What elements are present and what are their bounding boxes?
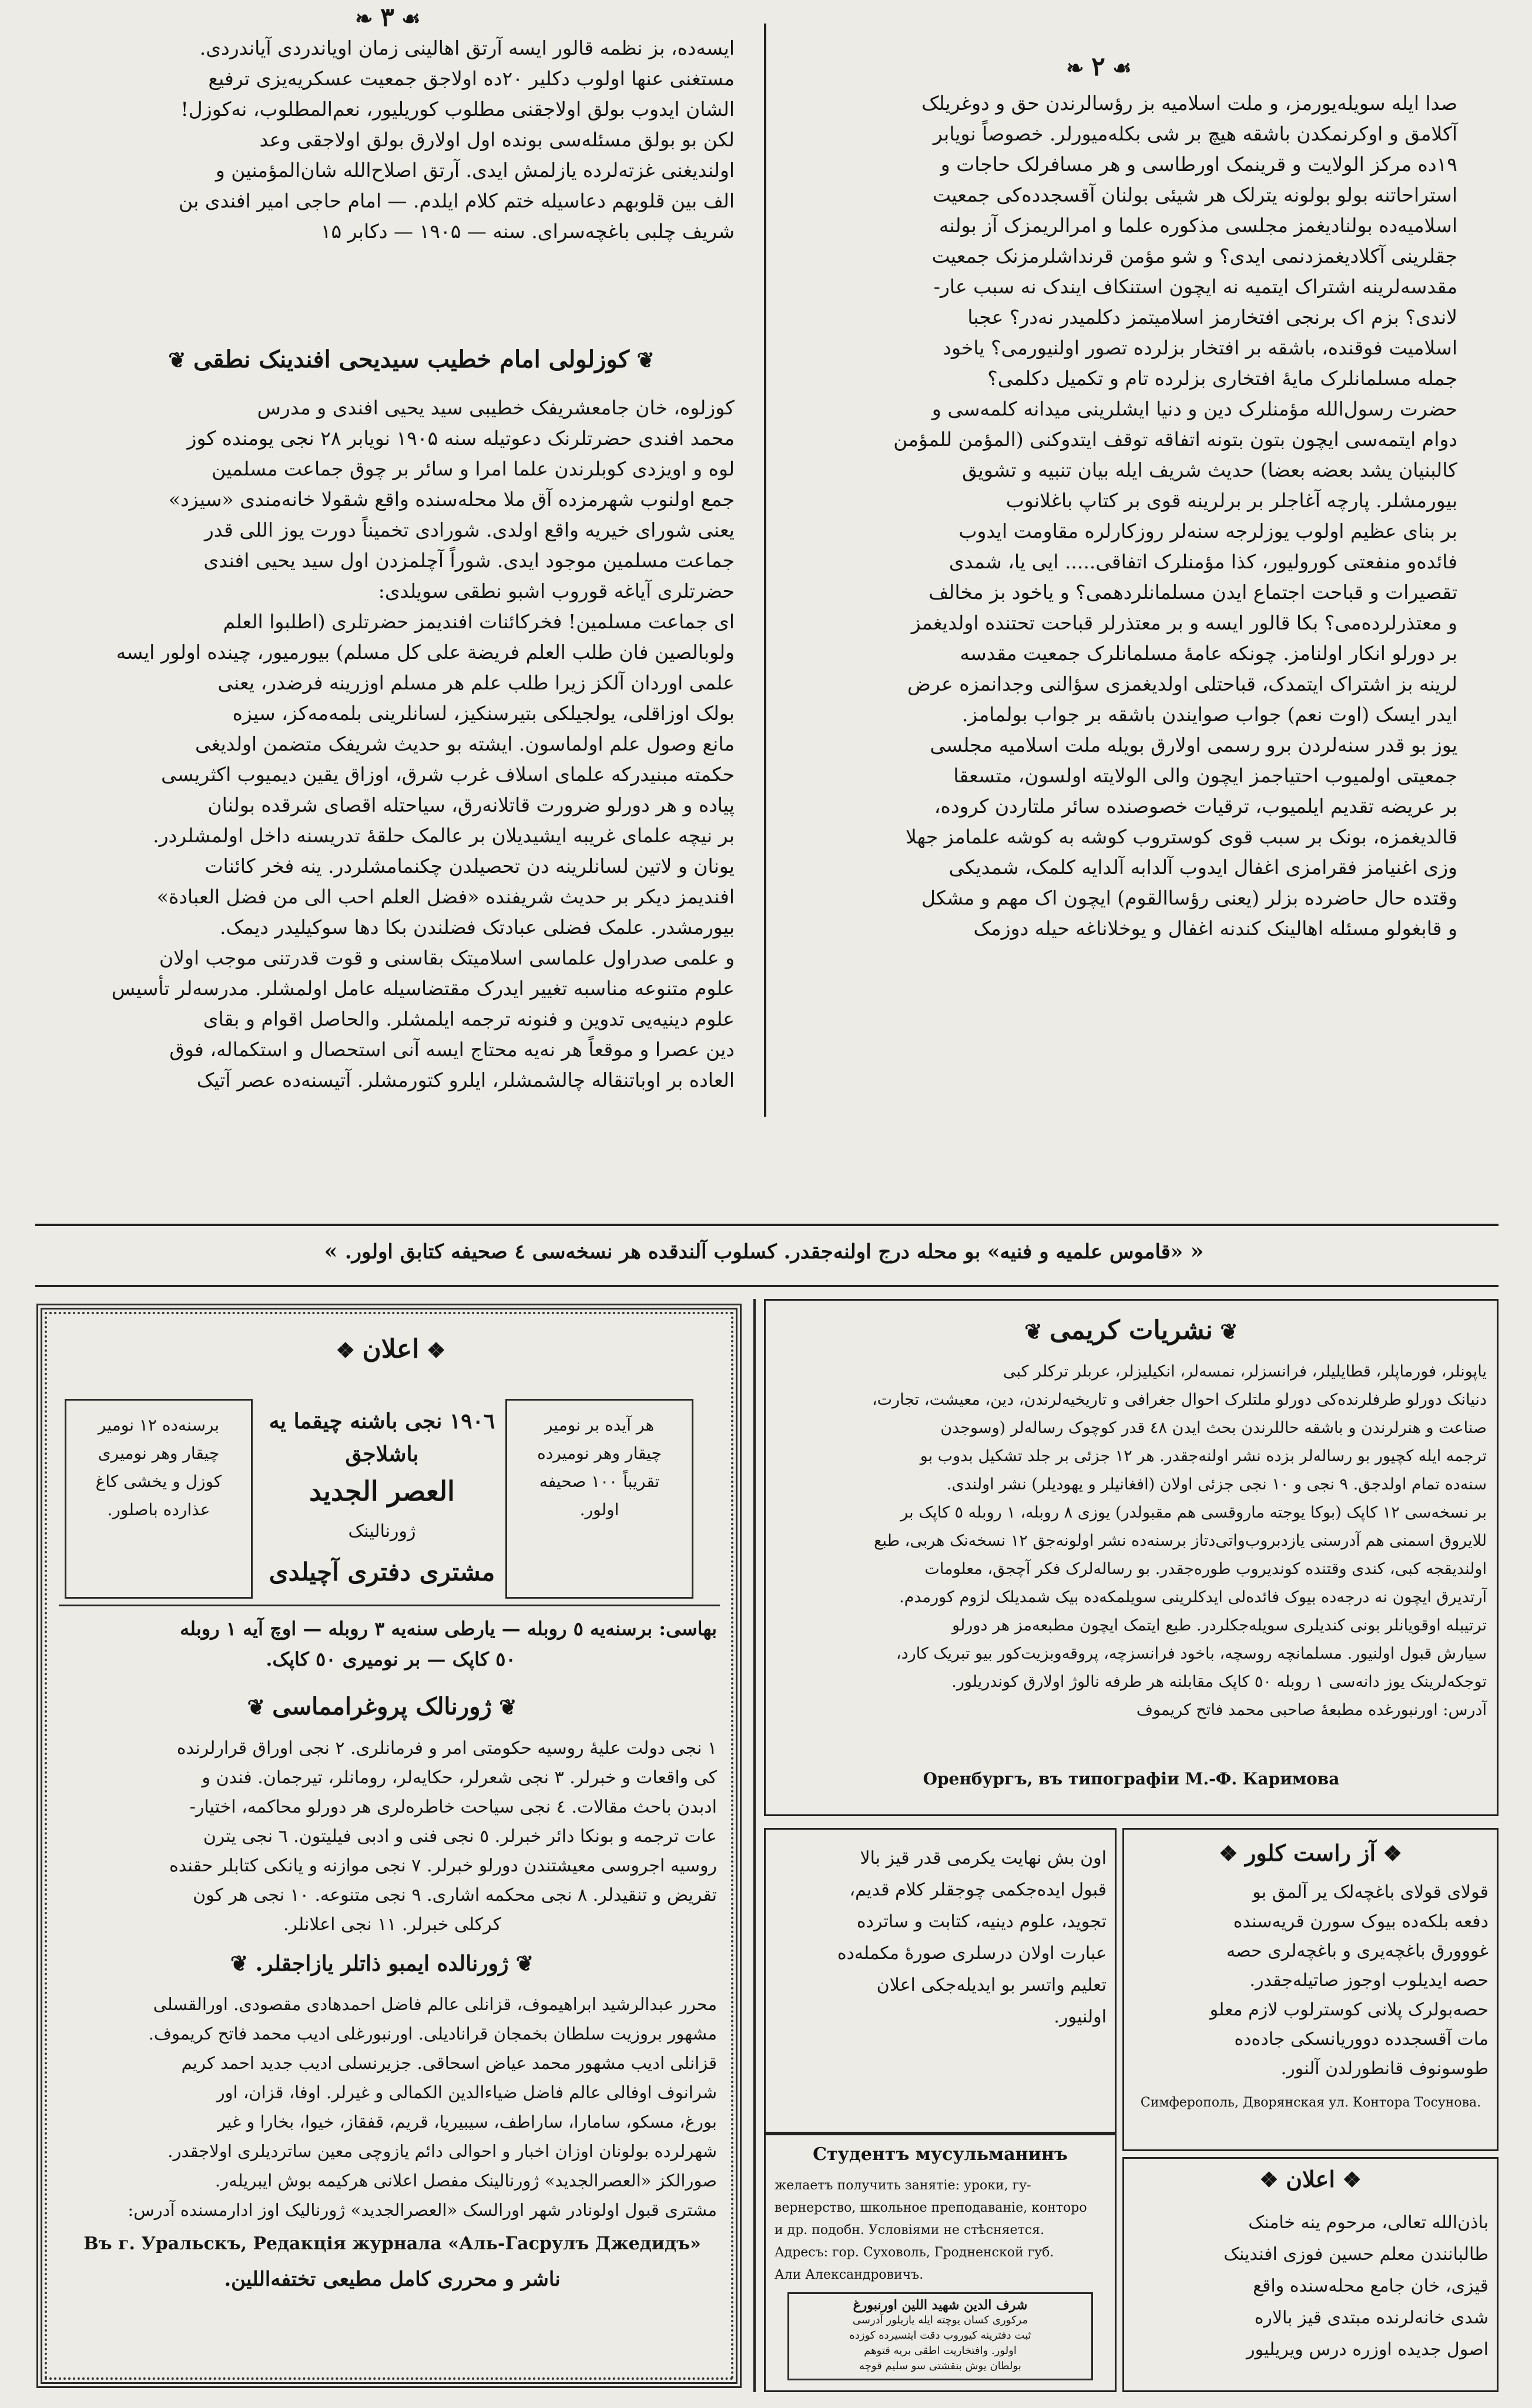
stamp-line: اولور. وافتخاریت اطقی بریه قتوهم <box>864 2345 1017 2357</box>
text-line: علمی اوردان آلکز زیرا طلب علم هر مسلم اوزرینه فرضدر، یعنی <box>217 671 735 694</box>
text-line: جماعت مسلمین موجود ایدی. شوراً آچلمزدن اول سید یحیی افندی <box>203 549 735 572</box>
text-line: تقصیرات و قباحت اجتماع ایدن مسلمانلردهمی؟ و یاخود بز مخالف <box>928 581 1457 604</box>
text-line: حضرت رسول‌الله مؤمنلرک دین و دنیا ایشلرینی میدانه کلمه‌سی و <box>931 397 1457 420</box>
notice-line: باذن‌الله تعالی، مرحوم ینه خامنک <box>1248 2212 1489 2233</box>
karimi-line: یاپونلر، فورماپلر، قطایلیلر، فرانسزلر، نمسه‌لر، انکیلیزلر، عربلر ترکلر کبی <box>1003 1362 1487 1381</box>
text-line: علوم دینیه‌یی تدوین و فنونه ترجمه ایلمشلر. والحاصل اقوام و بقای <box>203 1007 735 1030</box>
text-line: بیورمشدر. علمک فضلی عبادتک فضلندن بکا دها سوکیلیدر دیمک. <box>219 916 735 939</box>
text-line: قالدیغمزه، بونک بر سبب قوی کوستروب کوشه به کوشه علمامز جهلا <box>905 825 1457 848</box>
text-line: مانع وصول علم اولماسون. ایشته بو حدیث شریفک متضمن اولدیغی <box>195 732 735 755</box>
text-line: یوز بو قدر سنه‌لردن برو رسمی اولارق بویله ملت اسلامیه مجلسی <box>930 734 1457 756</box>
ad-russian-address: Въ г. Уральскъ, Редакція журнала «Аль-Гасрулъ Джедидъ» <box>83 2233 701 2254</box>
karimi-title: ❦ نشریات کریمی ❦ <box>1024 1315 1238 1345</box>
program-line: کرکلی خبرلر. ۱۱ نجی اعلانلر. <box>283 1914 502 1935</box>
ad-title: ❖ اعلان ❖ <box>336 1334 446 1364</box>
ad-side-line: برسنه‌ده ۱۲ نومیر <box>98 1415 220 1435</box>
text-line: لکن بو بولق مسئله‌سی بونده اول اولارق بولق اولاجقی وعد <box>259 128 735 151</box>
price-line: بهاسی: برسنه‌یه ٥ روبله — یارطی سنه‌یه ۳ روبله — اوچ آیه ۱ روبله <box>180 1617 717 1640</box>
karimi-line: سیارش قبول اولنیور. مسلمانچه روسچه، باخود فرانسزچه، پروقه‌وبزیت‌کور بیو تبریک کارد، <box>896 1645 1487 1663</box>
text-line: پیاده و هر دورلو ضرورت قاتلانه‌رق، سیاحتله اقصای شرقده بولنان <box>207 793 735 816</box>
writers-title: ❦ ژورنالده ایمبو ذاتلر یازاجقلر. ❦ <box>230 1951 534 1976</box>
notice-line: شدی خانه‌لرنده مبتدی قیز بالاره <box>1254 2307 1489 2328</box>
notice-line: قیزی، خان جامع محله‌سنده واقع <box>1253 2276 1489 2296</box>
text-line: جمله مسلمانلرک مایهٔ افتخاری بزلرده تام و تکمیل دکلمی؟ <box>987 367 1457 390</box>
text-line: العاده بر اوباتنقاله چالشمشلر، ایلرو کتورمشلر. آتیسنه‌ده عصر آتیک <box>196 1069 735 1091</box>
speech-text <box>97 393 735 1096</box>
text-line: یونان و لاتین لسانلرینه دن تحصیلدن چکنمامشلردر. ینه فخر کائنات <box>205 855 735 878</box>
karimi-line: سنه‌ده تمام اولدجق. ۹ نجی و ۱۰ نجی جزئی اولان (افغانیلر و یهودیلر) نشر اولندی. <box>946 1475 1487 1493</box>
program-text <box>68 1734 717 1940</box>
ad-subscription-open: مشتری دفتری آچیلدی <box>269 1558 495 1586</box>
text-line: دین عصرا و موقعاً هر نه‌یه محتاج ایسه آنی استحصال و استکماله، فوق <box>169 1038 735 1061</box>
text-line: ولوبالصین فان طلب العلم فریضة علی کل مسلم) بیورمیور، چینده اولور ایسه <box>116 641 735 664</box>
garden-line: حصه ایدیلوب اوجوز صاتیله‌جقدر. <box>1249 1970 1489 1991</box>
ad-side-line: چیقار وهر نومیری <box>98 1444 220 1463</box>
garden-line: غووورق باغچه‌یری و باغچه‌لری حصه <box>1226 1941 1489 1961</box>
writers-text <box>68 1990 717 2225</box>
text-line: مستغنی عنها اولوب دکلیر ۲۰ده اولاجق جمعیت عسکریه‌یزی ترفیع <box>208 67 735 90</box>
text-line: و معتذرلرده‌می؟ بکا قالور ایسه و بر معتذرلر قباحت تحتنده اولدیغمز <box>911 611 1457 634</box>
student-title: Студентъ мусульманинъ <box>813 2144 1068 2165</box>
text-line: اسلامیه‌ده بولنادیغمز مجلسی مذکوره علما و امرالریمزک آز بولنه <box>938 214 1457 237</box>
ad-divider <box>59 1605 720 1606</box>
karimi-line: توجکه‌لرینک یوز دانه‌سی ۱ روبله ٥۰ کاپک مقابلنه هر طرفه نالوژ اولارق کوندریلور. <box>951 1673 1487 1691</box>
text-line: استراحاتنه بولو بولونه یترلک هر شیئی بولنان آقسجدده‌کی جمعیت <box>932 183 1457 206</box>
price-line: ٥۰ کاپک — بر نومیری ٥۰ کاپک. <box>266 1648 516 1670</box>
karimi-line: للایروق اسمنی هم آدرسنی یازدبروب‌واتی‌دتاز برسنه‌ده نشر اولونه‌جق ۱۲ نسخه‌نک هربی، طبع <box>874 1532 1487 1550</box>
text-line: جمعیتی اولمیوب احتیاجمز ایچون والی الولایته اولسون، متسعقا <box>953 764 1457 787</box>
garden-russian-footer: Симферополь, Дворянская ул. Контора Тосунова. <box>1140 2095 1481 2110</box>
text-line: لاندی؟ بزم اک برنجی افتخارمز اسلامیتمز دکلمیدر نه‌در؟ عجبا <box>967 306 1457 329</box>
text-line: جقلرینی آکلادیغمزدنمی ایدی؟ و شو مؤمن قرنداشلرمزنک جمعیت <box>931 245 1457 267</box>
ad-side-line: تقریباً ۱۰۰ صحیفه <box>539 1472 660 1491</box>
program-title: ❦ ژورنالک پروغرامماسی ❦ <box>247 1693 517 1720</box>
ad-paper-name-sub: ژورنالینک <box>348 1521 416 1542</box>
text-line: جمع اولنوب شهرمزده آق ملا محله‌سنده واقع شقولا خانه‌مندی «سیزد» <box>168 488 735 511</box>
text-line: فائده‌و منفعتی کورولیور، کذا مؤمنلرک اتفاقی..... ایی یا، شمدی <box>948 550 1457 573</box>
qamus-banner: « «قاموس علمیه و فنیه» بو محله درج اولنه‌جقدر. کسلوب آلندقده هر نسخه‌سی ٤ صحیفه کتابق اولور. » <box>324 1239 1204 1264</box>
text-line: اولندیغنی غزته‌لرده یازلمش ایدی. آرتق اصلاح‌الله شان‌المؤمنین و <box>215 159 735 182</box>
text-line: الف بین قلوبهم دعاسیله ختم کلام ایلدم. — امام حاجی امیر افندی بن <box>178 189 735 212</box>
ad-price <box>65 1613 717 1674</box>
writers-line: شرانوف اوفالی عالم فاضل ضیاءالدین الکمالی و غیرلر. اوفا، قزان، اور <box>216 2082 717 2102</box>
stamp-line: مرکوری کسان یوچته ایله یازیلور آدرسی <box>852 2314 1028 2326</box>
garden-line: مات آقسجدده دووریانسکی جاده‌ده <box>1234 2029 1489 2049</box>
writers-line: محرر عبدالرشید ابراهیموف، قزانلی عالم فاضل احمدهادی مقصودی. اورالقسلی <box>153 1994 717 2014</box>
program-line: ادبدن باحث مقالات. ٤ نجی سیاحت خاطره‌لری هر دورلو محاکمه، اختیار- <box>189 1797 717 1817</box>
text-line: بولک اوزاقلی، یولجیلکی بتیرسنکیز، لسانلرینی بلمه‌مه‌کز، سیزه <box>232 702 735 725</box>
karimi-text <box>776 1358 1487 1724</box>
lower-column-divider <box>753 1299 756 2392</box>
karimi-line: دنیانک دورلو طرفلرنده‌کی دورلو ملتلرک احوال جغرافی و تاریخیه‌لرندن، دین، معیشت، تجارت، <box>871 1391 1487 1409</box>
ad-launch-date: ۱۹۰٦ نجی باشنه چیقما یه باشلاجق <box>269 1409 495 1466</box>
school-line: تجوید، علوم دینیه، کتابت و ساترده <box>856 1911 1107 1932</box>
text-line: بر نیچه علمای غریبه ایشیدیلان بر عالمک حلقهٔ تدریسنه داخل اولمشلردر. <box>153 824 735 847</box>
text-line: دوام ایتمه‌سی ایچون بتون بتونه اتفاقه توقف ایتدوکنی (المؤمن للمؤمن <box>893 428 1457 451</box>
text-line: محمد افندی حضرتلرنک دعوتیله سنه ۱۹۰۵ نویابر ۲۸ نجی یومنده کوز <box>187 427 735 450</box>
right-page-number: ❧ ۲ ☙ <box>1066 52 1132 82</box>
stamp-line: بولطان یوش بنقشتی سو سلیم قوچه <box>859 2360 1021 2372</box>
ad-side-line: کوزل و یخشی کاغ <box>95 1472 222 1491</box>
text-line: بیورمشلر. پارچه آغاجلر بر برلرینه قوی بر کتاپ باغلانوب <box>1005 489 1457 512</box>
student-line: и др. подобн. Условіями не стѣсняется. <box>775 2223 1045 2238</box>
student-line: желаетъ получить занятіе: уроки, гу- <box>775 2178 1031 2193</box>
column-divider <box>764 24 766 1117</box>
karimi-line: بر نسخه‌سی ۱۲ کاپک (بوکا یوجته ماروقسی هم مقبولدر) یوزی ۸ روبله، ۱ روبله ٥ کاپک بر <box>900 1503 1487 1522</box>
garden-title: ❖ آز راست کلور ❖ <box>1219 1840 1402 1866</box>
ad-side-line: اولور. <box>579 1500 619 1519</box>
text-line: کالبنیان یشد بعضه بعضا) حدیث شریف ایله بیان تنبیه و تشویق <box>962 458 1457 481</box>
writers-line: قزانلی ادیب مشهور محمد عیاض اسحاقی. جزیرنسلی ادیب جدید احمد کریم <box>181 2053 717 2073</box>
writers-line: مشهور بروزیت سلطان بخمجان قرانادیلی. اورنبورغلی ادیب محمد فاتح کریموف. <box>148 2024 717 2044</box>
ad-paper-name: العصر الجدید <box>309 1475 455 1507</box>
student-line: вернерство, школьное преподаваніе, конторо <box>775 2201 1087 2215</box>
writers-line: بورغ، مسکو، سامارا، ساراطف، سیبیریا، قریم، قفقاز، خیوا، بخارا و غیر <box>217 2112 717 2132</box>
student-text <box>775 2175 1109 2286</box>
stamp-line: ثبت دفترینه کیوروب دقت ایتسیرده کوزده <box>849 2329 1031 2342</box>
stamp-title: شرف الدین شهید اللین اورنبورغ <box>853 2298 1028 2313</box>
karimi-line: صناعت و هنرلرندن و باشقه حاللرندن بحث ایدن ٤۸ قدر کوچوک رساله‌لر (وسوجدن <box>940 1419 1487 1437</box>
speech-headline: ❦ کوزلولی امام خطیب سیدیحی افندینک نطقی ❦ <box>168 346 655 373</box>
karimi-line: آرتدیرق ایچون نه درجه‌ده بیوک فائده‌لی ایدکلرینی سویلمکه‌ده بیک شمدیلک لزوم کورمدم. <box>899 1588 1487 1606</box>
text-line: آکلامق و اوکرنمکدن باشقه هیچ بر شی بکله‌میورلر. خصوصاً نویابر <box>933 122 1457 145</box>
banner-rule-bottom <box>35 1285 1499 1287</box>
school-line: تعلیم واتسر بو ایدیله‌جکی اعلان <box>876 1975 1107 1995</box>
garden-text <box>1133 1878 1489 2084</box>
text-line: و علمی صدراول علماسی اسلامیتک بقاسنی و قوت قدرتنی موجب اولان <box>159 946 735 969</box>
text-line: و قابغولو مسئله اهالینک کندنه اغفال و یوخلاناغه حیله دوزمک <box>973 917 1457 940</box>
left-column-top-text <box>97 33 735 247</box>
text-line: ۱۹ده مرکز الولایت و قرینمک اورطاسی و هر مسافرلک حاجات و <box>940 153 1457 176</box>
student-line: Адресъ: гор. Суховоль, Гродненской губ. <box>775 2245 1054 2260</box>
banner-rule-top <box>35 1224 1499 1226</box>
ad-publisher: ناشر و محرری کامل مطیعی تختفه‌اللین. <box>224 2268 561 2291</box>
program-line: عات ترجمه و بونکا دائر خبرلر. ٥ نجی فنی و ادبی فیلیتون. ٦ نجی یترن <box>203 1826 717 1847</box>
text-line: ایدر ایسک (اوت نعم) جواب صوایندن باشقه بر جواب بولمامز. <box>961 703 1457 726</box>
karimi-line: آدرس: اورنبورغده مطبعهٔ صاحبی محمد فاتح کریموف <box>1136 1701 1487 1719</box>
right-column-text <box>799 88 1457 944</box>
text-line: یعنی شورای خیریه واقع اولدی. شورادی تخمیناً دورت یوز اللی قدر <box>204 518 735 541</box>
school-line: اون بش نهایت یکرمی قدر قیز بالا <box>860 1848 1107 1868</box>
ad-side-line: هر آیده بر نومیر <box>544 1415 655 1435</box>
text-line: بر دورلو انکار اولنامز. چونکه عامهٔ مسلمانلرک جمعیت مقدسه <box>960 642 1457 665</box>
garden-line: حصه‌بولرک پلانی کوسترلوب لازم معلو <box>1209 2000 1489 2020</box>
text-line: مقدسه‌لرینه اشتراک ایتمیه نه ایچون استنکاف ایندک نه سبب عار- <box>933 275 1457 298</box>
text-line: الشان ایدوب بولق اولاجقنی مطلوب کوریلیور، نعم‌المطلوب، نه‌کوزل! <box>180 98 735 120</box>
school-line: اولنیور. <box>1054 2007 1107 2027</box>
writers-line: شهرلرده بولونان اوزان اخبار و احوالی دائم یازوچی معین ساتردیلری اولاجقدر. <box>167 2141 717 2161</box>
program-line: روسیه اجروسی معیشتندن دورلو خبرلر. ۷ نجی موازنه و یانکی کتابلر حقنده <box>169 1856 717 1876</box>
program-line: تقریض و تنقیدلر. ۸ نجی محکمه اشاری. ۹ نجی متنوعه. ۱۰ نجی هر کون <box>193 1885 717 1905</box>
left-page-number: ❧ ۳ ☙ <box>355 2 421 32</box>
garden-line: دفعه بلکه‌ده بیوک سورن قریه‌سنده <box>1233 1911 1489 1932</box>
program-line: کی واقعات و خبرلر. ۳ نجی شعرلر، حکایه‌لر، رومانلر، تیرجمان. فندن و <box>202 1767 717 1788</box>
notice-text <box>1133 2207 1489 2366</box>
text-line: بر عریضه تقدیم ایلمیوب، ترقیات خصوصنده سائر ملتاردن کروده، <box>934 795 1457 818</box>
school-line: قبول ایده‌جکمی چوجقلر کلام قدیم، <box>849 1880 1107 1900</box>
text-line: حضرتلری آیاغه قوروب اشبو نطقی سویلدی: <box>378 580 735 602</box>
writers-line: مشتری قبول اولونادر شهر اورالسک «العصرالجدید» ژورنالیک اوز ادارمسنده آدرس: <box>128 2200 717 2220</box>
text-line: صدا ایله سویله‌یورمز، و ملت اسلامیه بز رؤسالرندن حق و دوغریلک <box>921 92 1457 115</box>
karimi-line: ترتیبله اوقویانلر بونی کندیلری سویله‌جکلردر. طبع ایتمک ایچون مطبعه‌مز هر دورلو <box>952 1616 1487 1635</box>
text-line: لرینه بز اشتراک ایتمدک، قباحتلی اولدیغمزی سؤالنی وجدانمزه عرض <box>907 672 1457 695</box>
notice-line: طالبانندن معلم حسین فوزی افندینک <box>1223 2244 1489 2265</box>
text-line: ایسه‌ده، بز نظمه قالور ایسه آرتق اهالینی زمان اویاندردی آیاندردی. <box>199 36 735 59</box>
stamp-box <box>787 2292 1093 2380</box>
notice-line: اصول جدیده اوزره درس ویریلیور <box>1246 2339 1489 2360</box>
program-line: ۱ نجی دولت علیهٔ روسیه حکومتی امر و فرمانلری. ۲ نجی اوراق قرارلرنده <box>176 1738 717 1759</box>
text-line: وزی اغنیامز فقرامزی اغفال ایدوب آلدابه آلدایه کلمک، شمدیکی <box>948 856 1457 879</box>
karimi-line: اولندیقجه کبی، کندی وقتنده کوندیروب طوره‌جقدر. بو رساله‌لرک فکر آچجق، معلومات <box>924 1560 1487 1578</box>
girls-school-text <box>775 1843 1107 2033</box>
text-line: علوم متنوعه مناسبه تغییر ایدرک مقتضاسیله عامل اولمشلر. مدرسه‌لر تأسیس <box>111 977 735 1000</box>
garden-line: طوسونوف قانطورلدن آلنور. <box>1280 2058 1489 2079</box>
text-line: اسلامیت فوقنده، باشقه بر افتخار بزلرده تصور اولنیورمی؟ یاخود <box>943 336 1457 359</box>
text-line: حکمته مبنیدرکه علمای اسلاف غرب شرق، اوزاق یقین دیمیوب اکثریسی <box>161 763 735 786</box>
school-line: عبارت اولان درسلری صورهٔ مکمله‌ده <box>837 1943 1107 1964</box>
text-line: بر بنای عظیم اولوب یوزلرجه سنه‌لر روزکارلره مقاومت ایدوب <box>958 520 1457 542</box>
karimi-line: ترجمه ایله کچیور بو رساله‌لر بزده نشر اولنه‌جقدر. هر ۱۲ جزئی بر جلد تشکیل بدوب بو <box>920 1447 1487 1465</box>
student-line: Али Александровичъ. <box>775 2268 924 2282</box>
text-line: وقتده حال حاضرده بزلر (یعنی رؤساالقوم) ایچون اک مهم و مشکل <box>921 886 1457 909</box>
garden-line: قولای قولای باغچه‌لک یر آلمق بو <box>1252 1882 1489 1903</box>
ad-side-line: چیقار وهر نومیرده <box>537 1444 662 1463</box>
writers-line: صورالکز «العصرالجدید» ژورنالینک مفصل اعلانی هرکیمه بوش ایبریله‌ر. <box>214 2171 717 2191</box>
notice-title: ❖ اعلان ❖ <box>1259 2166 1362 2192</box>
text-line: شریف چلبی باغچه‌سرای. سنه — ۱۹۰۵ — دکابر ۱۵ <box>320 220 735 243</box>
text-line: افندیمز دیکر بر حدیث شریفنده «فضل العلم احب الی من فضل العبادة» <box>156 885 735 908</box>
ad-side-line: عذارده باصلور. <box>107 1500 210 1519</box>
text-line: ای جماعت مسلمین! فخرکائنات افندیمز حضرتلری (اطلبوا العلم <box>223 610 735 633</box>
karimi-russian-footer: Оренбургъ, въ типографіи М.-Ф. Каримова <box>923 1769 1340 1789</box>
text-line: لوه و اویزدی کوبلرندن علما امرا و سائر بر چوق جماعت مسلمین <box>212 457 735 480</box>
text-line: کوزلوه، خان جامعشریفک خطیبی سید یحیی افندی و مدرس <box>257 396 735 419</box>
